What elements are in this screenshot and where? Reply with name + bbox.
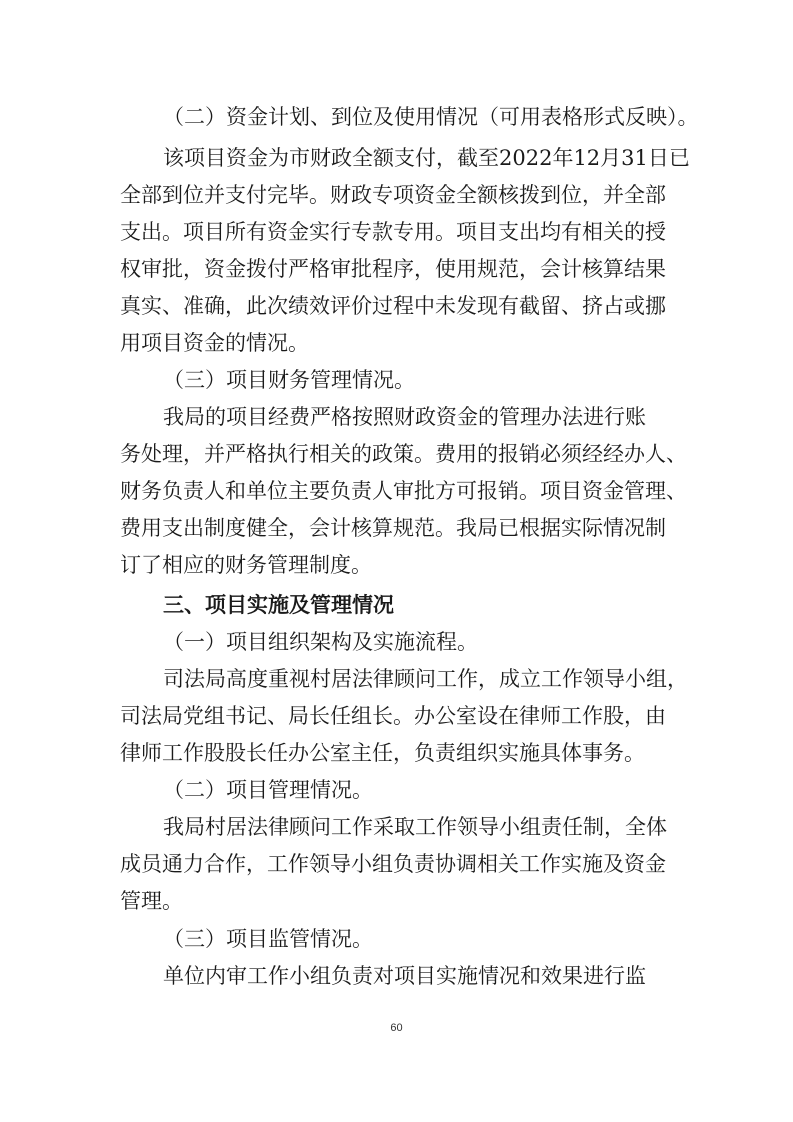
paragraph-line: 务处理，并严格执行相关的政策。费用的报销必须经经办人、 bbox=[120, 442, 687, 466]
subheading-financial-management: （三）项目财务管理情况。 bbox=[163, 368, 415, 392]
paragraph-line: 律师工作股股长任办公室主任，负责组织实施具体事务。 bbox=[120, 741, 645, 765]
paragraph-line: 司法局高度重视村居法律顾问工作，成立工作领导小组， bbox=[163, 667, 688, 691]
paragraph-line: 司法局党组书记、局长任组长。办公室设在律师工作股，由 bbox=[120, 704, 666, 728]
paragraph-line: 全部到位并支付完毕。财政专项资金全额核拨到位，并全部 bbox=[120, 183, 666, 207]
page-number: 60 bbox=[390, 1022, 403, 1034]
section-heading: 三、项目实施及管理情况 bbox=[163, 593, 394, 617]
paragraph-line: 财务负责人和单位主要负责人审批方可报销。项目资金管理、 bbox=[120, 479, 687, 503]
paragraph-line: 单位内审工作小组负责对项目实施情况和效果进行监 bbox=[163, 964, 646, 988]
paragraph-line: 我局村居法律顾问工作采取工作领导小组责任制，全体 bbox=[163, 815, 667, 839]
paragraph-line: 订了相应的财务管理制度。 bbox=[120, 553, 372, 577]
subheading-supervision: （三）项目监管情况。 bbox=[163, 927, 373, 951]
paragraph-line: 成员通力合作，工作领导小组负责协调相关工作实施及资金 bbox=[120, 852, 666, 876]
paragraph-line: 该项目资金为市财政全额支付，截至2022年12月31日已 bbox=[163, 146, 690, 170]
paragraph-line: 真实、准确，此次绩效评价过程中未发现有截留、挤占或挪 bbox=[120, 294, 666, 318]
subheading-funds-plan: （二）资金计划、到位及使用情况（可用表格形式反映）。 bbox=[163, 105, 699, 129]
paragraph-line: 管理。 bbox=[120, 889, 183, 913]
subheading-project-management: （二）项目管理情况。 bbox=[163, 778, 373, 802]
paragraph-line: 费用支出制度健全，会计核算规范。我局已根据实际情况制 bbox=[120, 516, 666, 540]
paragraph-line: 我局的项目经费严格按照财政资金的管理办法进行账 bbox=[163, 405, 646, 429]
subheading-organization: （一）项目组织架构及实施流程。 bbox=[163, 630, 478, 654]
paragraph-line: 支出。项目所有资金实行专款专用。项目支出均有相关的授 bbox=[120, 220, 666, 244]
paragraph-line: 用项目资金的情况。 bbox=[120, 331, 309, 355]
paragraph-line: 权审批，资金拨付严格审批程序，使用规范，会计核算结果 bbox=[120, 257, 666, 281]
